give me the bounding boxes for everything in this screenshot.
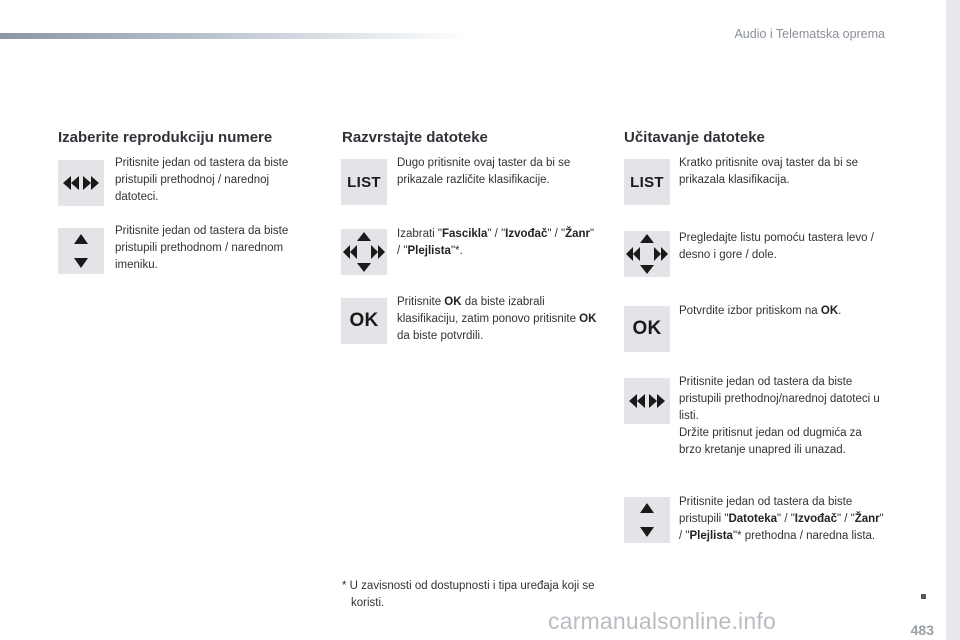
header-decor-bar [0,33,470,39]
description-text: Izabrati "Fascikla" / "Izvođač" / "Žanr" / "Plejlista"*. [397,228,595,257]
description-text: Dugo pritisnite ovaj taster da bi se prikazale različite klasifikacije. [397,157,571,186]
list-button-label: LIST [347,173,381,191]
description-text: Kratko pritisnite ovaj taster da bi se prikazala klasifikacija. [679,157,858,186]
column-title-sort-files: Razvrstajte datoteke [342,129,488,146]
list-button [341,159,387,205]
prev-next-icon [62,175,100,191]
four-way-button [341,229,387,275]
description-text: Pritisnite jedan od tastera da biste pristupili prethodnoj/narednoj datoteci u listi. Držite pritisnut jedan od dugmića za brzo kretanje unapred ili unazad. [679,376,880,456]
description-text: Pritisnite OK da biste izabrali klasifikaciju, zatim ponovo pritisnite OK da biste potvrdili. [397,296,597,342]
prev-next-button [58,160,104,206]
up-down-icon [639,501,655,539]
page-edge-bar [946,0,960,640]
up-down-icon [73,232,89,270]
description-text: Pritisnite jedan od tastera da biste pristupili prethodnoj / narednoj datoteci. [115,157,289,203]
watermark: carmanualsonline.info [548,608,776,634]
section-header: Audio i Telematska oprema [734,27,885,41]
four-way-icon [342,230,386,274]
description-text: Potvrdite izbor pritiskom na OK. [679,305,842,317]
description-text: Pritisnite jedan od tastera da biste pristupili prethodnom / narednom imeniku. [115,225,289,271]
description-text: Pregledajte listu pomoću tastera levo / desno i gore / dole. [679,232,874,261]
page-number: 483 [910,622,934,638]
up-down-button [58,228,104,274]
list-button [624,159,670,205]
column-title-load-file: Učitavanje datoteke [624,129,765,146]
page-dot [921,594,926,599]
list-button-label: LIST [630,173,664,191]
ok-button [624,306,670,352]
up-down-button [624,497,670,543]
ok-button-label: OK [349,310,379,331]
prev-next-icon [628,393,666,409]
four-way-icon [625,232,669,276]
four-way-button [624,231,670,277]
prev-next-button [624,378,670,424]
ok-button-label: OK [632,318,662,339]
description-text: Pritisnite jedan od tastera da biste pristupili "Datoteka" / "Izvođač" / "Žanr" / "Plejlista"* prethodna / naredna lista. [679,496,884,542]
footnote: * U zavisnosti od dostupnosti i tipa uređaja koji se koristi. [342,580,595,609]
column-title-track-selection: Izaberite reprodukciju numere [58,129,273,146]
ok-button [341,298,387,344]
